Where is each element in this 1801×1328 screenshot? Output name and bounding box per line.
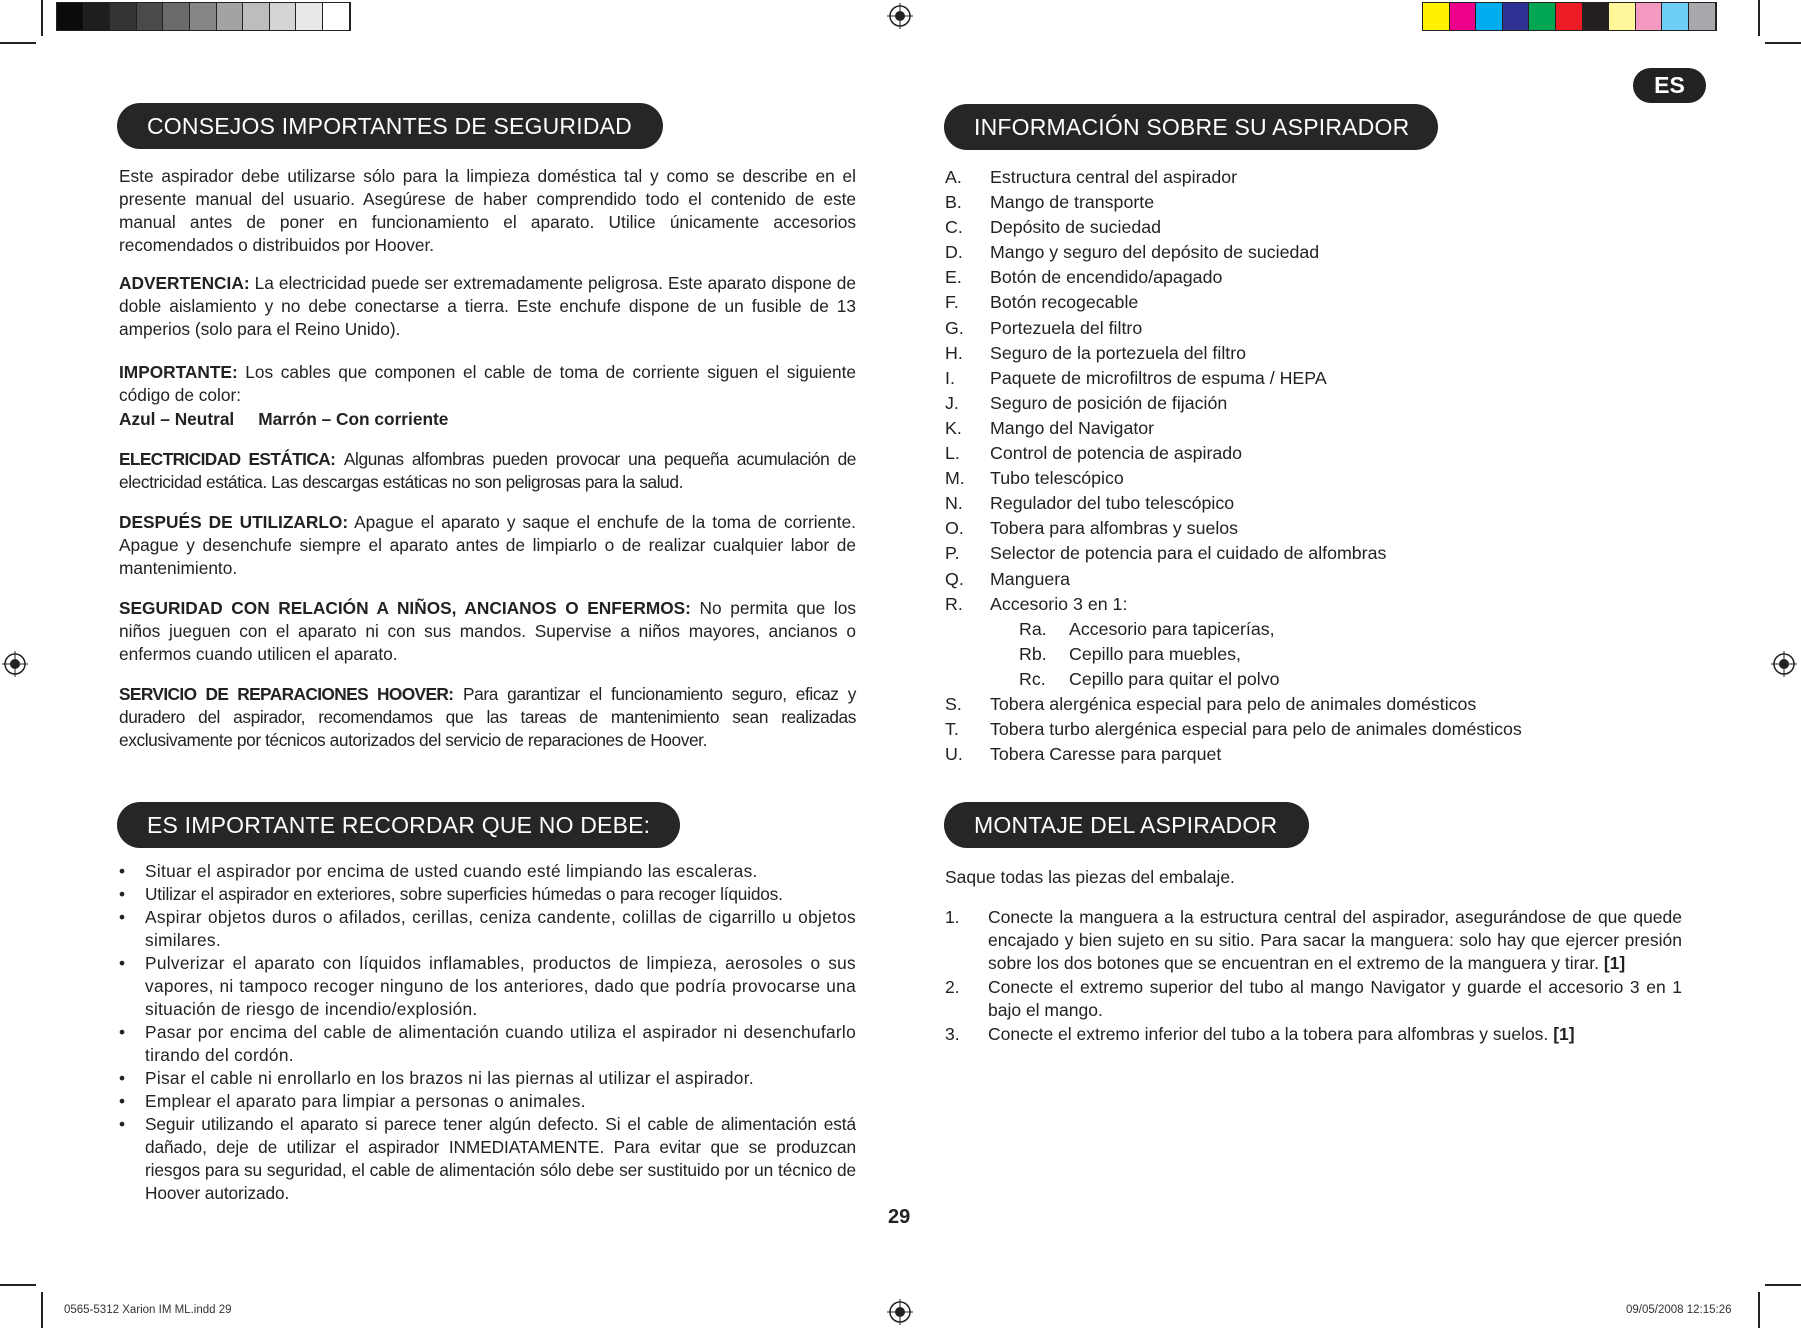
part-item (945, 567, 1522, 592)
registration-mark-icon (2, 651, 28, 677)
part-letter: E. (945, 267, 962, 288)
dont-list-item: • Emplear el aparato para limpiar a personas o animales. (119, 1090, 856, 1113)
color-swatch (1450, 3, 1477, 30)
warning-text: La electricidad puede ser extremadamente peligrosa. Este aparato dispone de doble aislamiento y no debe conectarse a tierra. Este enchufe dispone de un fusible de 13 amperios (solo para el Reino Unido). (119, 273, 856, 339)
part-letter: S. (945, 693, 962, 714)
crop-mark (41, 0, 43, 36)
after-use-text: Apague el aparato y saque el enchufe de la toma de corriente. Apague y desenchufe siempre el aparato antes de limpiarlo o de realizar cualquier labor de mantenimiento. (119, 512, 856, 578)
assembly-intro: Saque todas las piezas del embalaje. (945, 867, 1235, 887)
part-label: Accesorio para tapicerías, (1069, 618, 1275, 639)
part-item (945, 441, 1522, 466)
part-label: Cepillo para muebles, (1069, 643, 1241, 664)
part-label: Paquete de microfiltros de espuma / HEPA (990, 367, 1327, 388)
part-letter: Rb. (1019, 643, 1047, 664)
color-swatch (1423, 3, 1450, 30)
warning-label: ADVERTENCIA: (119, 273, 250, 293)
part-item (945, 215, 1522, 240)
color-code-brown: Marrón – Con corriente (258, 409, 449, 429)
part-letter: G. (945, 317, 964, 338)
important-paragraph (119, 361, 856, 431)
gray-swatch (137, 3, 164, 30)
part-label: Botón de encendido/apagado (990, 267, 1223, 288)
crop-mark (1758, 0, 1760, 36)
dont-list-item: • Seguir utilizando el aparato si parece tener algún defecto. Si el cable de alimentación está dañado, deje de utilizar el aspirador INMEDIATAMENTE. Para evitar que se produzcan riesgos para su seguridad, el cable de alimentación sólo debe ser sustituido por un técnico de Hoover autorizado. (119, 1113, 856, 1205)
part-label: Depósito de suciedad (990, 217, 1162, 238)
registration-mark-icon (1771, 651, 1797, 677)
step-number: 1. (945, 907, 960, 927)
part-letter: F. (945, 292, 959, 313)
color-swatch (1662, 3, 1689, 30)
part-label: Control de potencia de aspirado (990, 443, 1243, 464)
part-label: Estructura central del aspirador (990, 167, 1238, 187)
part-letter: I. (945, 367, 955, 388)
static-label: ELECTRICIDAD ESTÁTICA: (119, 449, 336, 469)
crop-mark (1758, 1292, 1760, 1328)
language-badge: ES (1633, 68, 1706, 103)
color-swatch (1556, 3, 1583, 30)
section-title-dont: ES IMPORTANTE RECORDAR QUE NO DEBE: (117, 802, 680, 848)
color-swatch (1636, 3, 1663, 30)
gray-swatch (190, 3, 217, 30)
assembly-step (945, 1023, 1682, 1046)
part-letter: A. (945, 167, 962, 187)
part-item (945, 642, 1522, 667)
crop-mark (0, 1284, 36, 1286)
part-label: Mango del Navigator (990, 417, 1155, 438)
step-body: Conecte el extremo superior del tubo al mango Navigator y guarde el accesorio 3 en 1 bajo el mango. (988, 977, 1682, 1020)
dont-list-item: • Pasar por encima del cable de alimentación cuando utiliza el aspirador ni desenchufarlo tirando del cordón. (119, 1021, 856, 1067)
part-item (945, 265, 1522, 290)
part-item (945, 165, 1522, 190)
part-letter: Ra. (1019, 618, 1047, 639)
service-paragraph (119, 683, 856, 752)
part-item (945, 466, 1522, 491)
service-label: SERVICIO DE REPARACIONES HOOVER: (119, 684, 454, 704)
gray-swatch (296, 3, 323, 30)
part-label: Seguro de la portezuela del filtro (990, 342, 1247, 363)
dont-list (119, 860, 856, 1205)
part-label: Selector de potencia para el cuidado de alfombras (990, 543, 1387, 564)
children-safety-text: No permita que los niños jueguen con el aparato ni con sus mandos. Supervise a niños mayores, ancianos o enfermos cuando utilicen el aparato. (119, 598, 856, 664)
part-letter: U. (945, 744, 963, 765)
gray-swatch (57, 3, 84, 30)
file-slug: 0565-5312 Xarion IM ML.indd 29 (64, 1304, 232, 1316)
part-item (945, 717, 1522, 742)
color-swatch (1503, 3, 1530, 30)
step-text (988, 1023, 1682, 1046)
assembly-step (945, 906, 1682, 975)
part-letter: R. (945, 593, 963, 614)
after-use-label: DESPUÉS DE UTILIZARLO: (119, 512, 349, 532)
step-text (988, 906, 1682, 975)
part-item (945, 592, 1522, 617)
crop-mark (0, 42, 36, 44)
part-letter: D. (945, 242, 963, 263)
part-letter: J. (945, 392, 959, 413)
part-letter: B. (945, 192, 962, 213)
part-item (945, 516, 1522, 541)
color-swatch (1583, 3, 1610, 30)
registration-mark-icon (887, 1299, 913, 1325)
dont-list-item: • Aspirar objetos duros o afilados, cerillas, ceniza candente, colillas de cigarrillo u objetos similares. (119, 906, 856, 952)
part-item (945, 617, 1522, 642)
parts-list (945, 165, 1522, 767)
color-swatch (1476, 3, 1503, 30)
dont-list-item: • Situar el aspirador por encima de usted cuando esté limpiando las escaleras. (119, 860, 856, 883)
color-swatch (1689, 3, 1716, 30)
gray-swatch (217, 3, 244, 30)
gray-swatch (84, 3, 111, 30)
part-item (945, 667, 1522, 692)
after-use-paragraph (119, 511, 856, 580)
part-item (945, 341, 1522, 366)
step-body: Conecte el extremo inferior del tubo a la tobera para alfombras y suelos. (988, 1024, 1549, 1044)
part-letter: O. (945, 518, 964, 539)
safety-intro: Este aspirador debe utilizarse sólo para la limpieza doméstica tal y como se describe en el presente manual del usuario. Asegúrese de haber comprendido todo el contenido de este manual antes de poner en funcionamiento el aparato. Utilice únicamente accesorios recomendados o distribuidos por Hoover. (119, 166, 856, 255)
part-label: Regulador del tubo telescópico (990, 493, 1235, 514)
part-letter: Rc. (1019, 668, 1046, 689)
part-label: Accesorio 3 en 1: (990, 593, 1128, 614)
part-letter: P. (945, 543, 960, 564)
section-title-assembly: MONTAJE DEL ASPIRADOR (944, 802, 1309, 848)
step-number: 3. (945, 1024, 960, 1044)
important-text: Los cables que componen el cable de toma de corriente siguen el siguiente código de color: (119, 362, 856, 405)
children-safety-paragraph (119, 597, 856, 666)
part-letter: L. (945, 443, 960, 464)
gray-swatch (243, 3, 270, 30)
registration-mark-icon (887, 3, 913, 29)
part-label: Manguera (990, 568, 1071, 589)
part-item (945, 742, 1522, 767)
color-code (119, 408, 856, 431)
gray-swatch (323, 3, 350, 30)
step-figure-ref: [1] (1603, 953, 1626, 973)
section-title-info: INFORMACIÓN SOBRE SU ASPIRADOR (944, 104, 1438, 150)
part-label: Mango de transporte (990, 192, 1155, 213)
part-label: Tobera para alfombras y suelos (990, 518, 1239, 539)
gray-swatch (110, 3, 137, 30)
step-text (988, 976, 1682, 1022)
part-item (945, 316, 1522, 341)
part-letter: C. (945, 217, 963, 238)
part-item (945, 391, 1522, 416)
children-safety-label: SEGURIDAD CON RELACIÓN A NIÑOS, ANCIANOS O ENFERMOS: (119, 598, 691, 618)
part-letter: H. (945, 342, 963, 363)
part-letter: N. (945, 493, 963, 514)
assembly-steps (945, 906, 1682, 1047)
crop-mark (1765, 1284, 1801, 1286)
static-text: Algunas alfombras pueden provocar una pequeña acumulación de electricidad estática. Las descargas estáticas no son peligrosas para la salud. (119, 449, 856, 492)
dont-list-item: • Utilizar el aspirador en exteriores, sobre superficies húmedas o para recoger líquidos. (119, 883, 856, 906)
part-label: Tobera Caresse para parquet (990, 744, 1222, 765)
part-item (945, 541, 1522, 566)
part-item (945, 290, 1522, 315)
page-number: 29 (888, 1206, 911, 1228)
part-letter: K. (945, 417, 962, 438)
gray-swatch (163, 3, 190, 30)
part-label: Mango y seguro del depósito de suciedad (990, 242, 1320, 263)
color-calibration-bar (1422, 2, 1717, 31)
part-item (945, 491, 1522, 516)
static-paragraph (119, 448, 856, 494)
gray-swatch (270, 3, 297, 30)
step-figure-ref: [1] (1553, 1024, 1575, 1044)
part-letter: Q. (945, 568, 964, 589)
assembly-step (945, 976, 1682, 1022)
part-letter: M. (945, 468, 965, 489)
service-text: Para garantizar el funcionamiento seguro, eficaz y duradero del aspirador, recomendamos que las tareas de mantenimiento sean realizadas exclusivamente por técnicos autorizados del servicio de reparaciones de Hoover. (119, 684, 856, 750)
part-label: Cepillo para quitar el polvo (1069, 668, 1280, 689)
crop-mark (1765, 42, 1801, 44)
color-swatch (1609, 3, 1636, 30)
dont-list-item: • Pisar el cable ni enrollarlo en los brazos ni las piernas al utilizar el aspirador. (119, 1067, 856, 1090)
part-letter: T. (945, 719, 959, 740)
part-item (945, 416, 1522, 441)
crop-mark (41, 1292, 43, 1328)
color-code-blue: Azul – Neutral (119, 409, 235, 429)
important-label: IMPORTANTE: (119, 362, 238, 382)
step-number: 2. (945, 977, 960, 997)
part-item (945, 366, 1522, 391)
part-label: Portezuela del filtro (990, 317, 1143, 338)
part-item (945, 190, 1522, 215)
part-label: Seguro de posición de fijación (990, 392, 1228, 413)
part-label: Tubo telescópico (990, 468, 1124, 489)
dont-list-item: • Pulverizar el aparato con líquidos inflamables, productos de limpieza, aerosoles o sus vapores, ni tampoco recoger ninguno de los anteriores, dado que podría provocarse una situación de riesgo de incendio/explosión. (119, 952, 856, 1021)
grayscale-calibration-bar (56, 2, 351, 31)
date-slug: 09/05/2008 12:15:26 (1626, 1304, 1732, 1316)
part-item (945, 240, 1522, 265)
color-swatch (1529, 3, 1556, 30)
section-title-safety: CONSEJOS IMPORTANTES DE SEGURIDAD (117, 103, 663, 149)
step-body: Conecte la manguera a la estructura central del aspirador, asegurándose de que quede encajado y bien sujeto en su sitio. Para sacar la manguera: solo hay que ejercer presión sobre los dos botones que se encuentran en el extremo de la manguera y tirar. (988, 907, 1682, 973)
part-label: Tobera alergénica especial para pelo de animales domésticos (990, 693, 1477, 714)
part-label: Tobera turbo alergénica especial para pelo de animales domésticos (990, 719, 1522, 740)
warning-paragraph (119, 272, 856, 341)
part-label: Botón recogecable (990, 292, 1139, 313)
part-item (945, 692, 1522, 717)
